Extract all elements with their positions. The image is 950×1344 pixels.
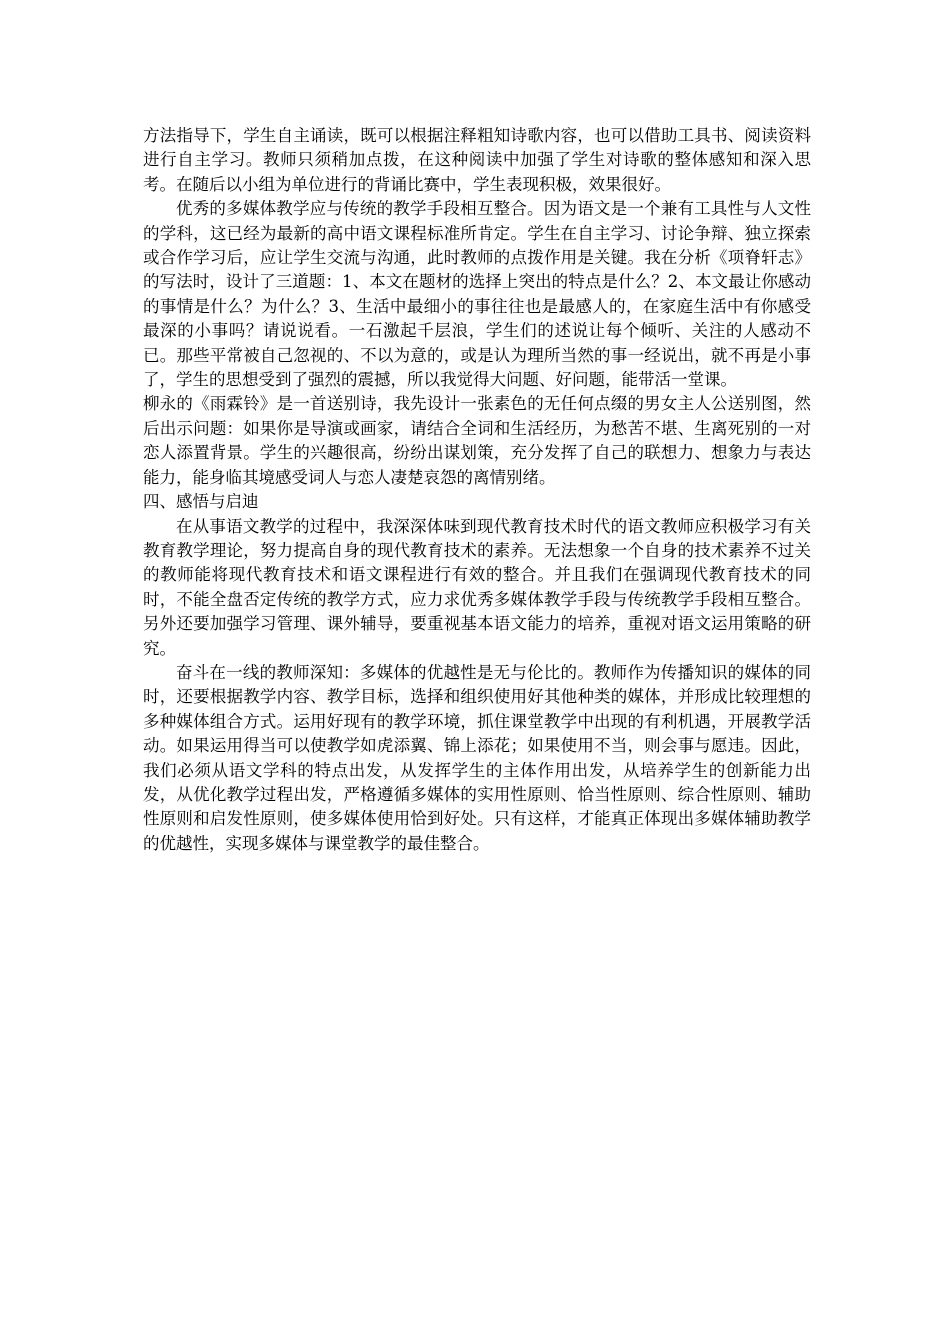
document-body [143,124,811,856]
paragraph-conclusion: 奋斗在一线的教师深知：多媒体的优越性是无与伦比的。教师作为传播知识的媒体的同时，还要根据教学内容、教学目标，选择和组织使用好其他种类的媒体，并形成比较理想的多种媒体组合方式。运用好现有的教学环境，抓住课堂教学中出现的有利机遇，开展教学活动。如果运用得当可以使教学如虎添翼、锦上添花；如果使用不当，则会事与愿违。因此，我们必须从语文学科的特点出发，从发挥学生的主体作用出发，从培养学生的创新能力出发，从优化教学过程出发，严格遵循多媒体的实用性原则、恰当性原则、综合性原则、辅助性原则和启发性原则，使多媒体使用恰到好处。只有这样，才能真正体现出多媒体辅助教学的优越性，实现多媒体与课堂教学的最佳整合。 [143,662,811,853]
paragraph-reflection: 在从事语文教学的过程中，我深深体味到现代教育技术时代的语文教师应积极学习有关教育教学理论，努力提高自身的现代教育技术的素养。无法想象一个自身的技术素养不过关的教师能将现代教育技术和语文课程进行有效的整合。并且我们在强调现代教育技术的同时，不能全盘否定传统的教学方式，应力求优秀多媒体教学手段与传统教学手段相互整合。另外还要加强学习管理、课外辅导，要重视基本语文能力的培养，重视对语文运用策略的研究。 [143,516,811,658]
paragraph-yulinling-example: 柳永的《雨霖铃》是一首送别诗，我先设计一张素色的无任何点缀的男女主人公送别图，然后出示问题：如果你是导演或画家，请结合全词和生活经历，为愁苦不堪、生离死别的一对恋人添置背景。学生的兴趣很高，纷纷出谋划策，充分发挥了自己的联想力、想象力与表达能力，能身临其境感受词人与恋人凄楚哀怨的离情别绪。 [143,394,811,487]
paragraph-continuation: 方法指导下，学生自主诵读，既可以根据注释粗知诗歌内容，也可以借助工具书、阅读资料进行自主学习。教师只须稍加点拨，在这种阅读中加强了学生对诗歌的整体感知和深入思考。在随后以小组为单位进行的背诵比赛中，学生表现积极，效果很好。 [143,126,811,194]
section-heading: 四、感悟与启迪 [143,492,259,512]
paragraph-multimedia-integration: 优秀的多媒体教学应与传统的教学手段相互整合。因为语文是一个兼有工具性与人文性的学科，这已经为最新的高中语文课程标准所肯定。学生在自主学习、讨论争辩、独立探索或合作学习后，应让学生交流与沟通，此时教师的点拨作用是关键。我在分析《项脊轩志》的写法时，设计了三道题：1、本文在题材的选择上突出的特点是什么？2、本文最让你感动的事情是什么？为什么？3、生活中最细小的事往往也是最感人的，在家庭生活中有你感受最深的小事吗？请说说看。一石激起千层浪，学生们的述说让每个倾听、关注的人感动不已。那些平常被自己忽视的、不以为意的，或是认为理所当然的事一经说出，就不再是小事了，学生的思想受到了强烈的震撼，所以我觉得大问题、好问题，能带活一堂课。 [143,199,811,390]
